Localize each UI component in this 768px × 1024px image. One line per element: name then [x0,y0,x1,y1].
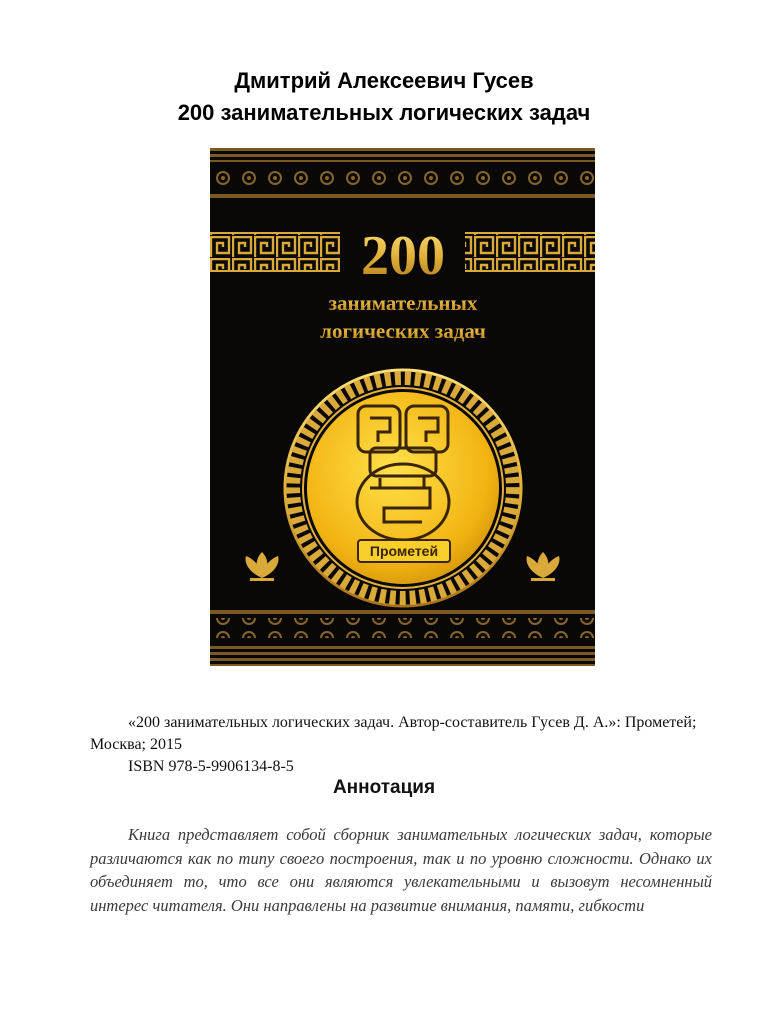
cover-meander-left [210,234,340,270]
cover-bottom-band [210,618,595,638]
bibliographic-reference: «200 занимательных логических задач. Автор-составитель Гусев Д. А.»: Прометей; Москва; 2015 [90,714,697,753]
isbn: ISBN 978-5-9906134-8-5 [128,758,294,775]
author-name: Дмитрий Алексеевич Гусев [234,68,534,93]
cover-meander-right [465,234,595,270]
cover-subtitle-line1: занимательных [328,291,478,315]
annotation-text: Книга представляет собой сборник занимательных логических задач, которые различаются как по типу своего построения, так и по уровню сложности. Однако их объединяет то, что все они являются увлекательными и вызовут несомненный интерес читателя. Они направлены на развитие внимания, памяти, гибкости [90,825,712,915]
annotation-heading: Аннотация [332,777,436,798]
book-title: 200 занимательных логических задач [177,100,591,125]
palmette-right-icon [527,552,560,581]
book-cover [210,148,595,666]
cover-number: 200 [361,225,445,287]
palmette-left-icon [246,552,279,581]
cover-publisher-logo: Прометей [369,543,439,559]
cover-subtitle-line2: логических задач [320,319,486,343]
cover-top-band [210,148,595,162]
